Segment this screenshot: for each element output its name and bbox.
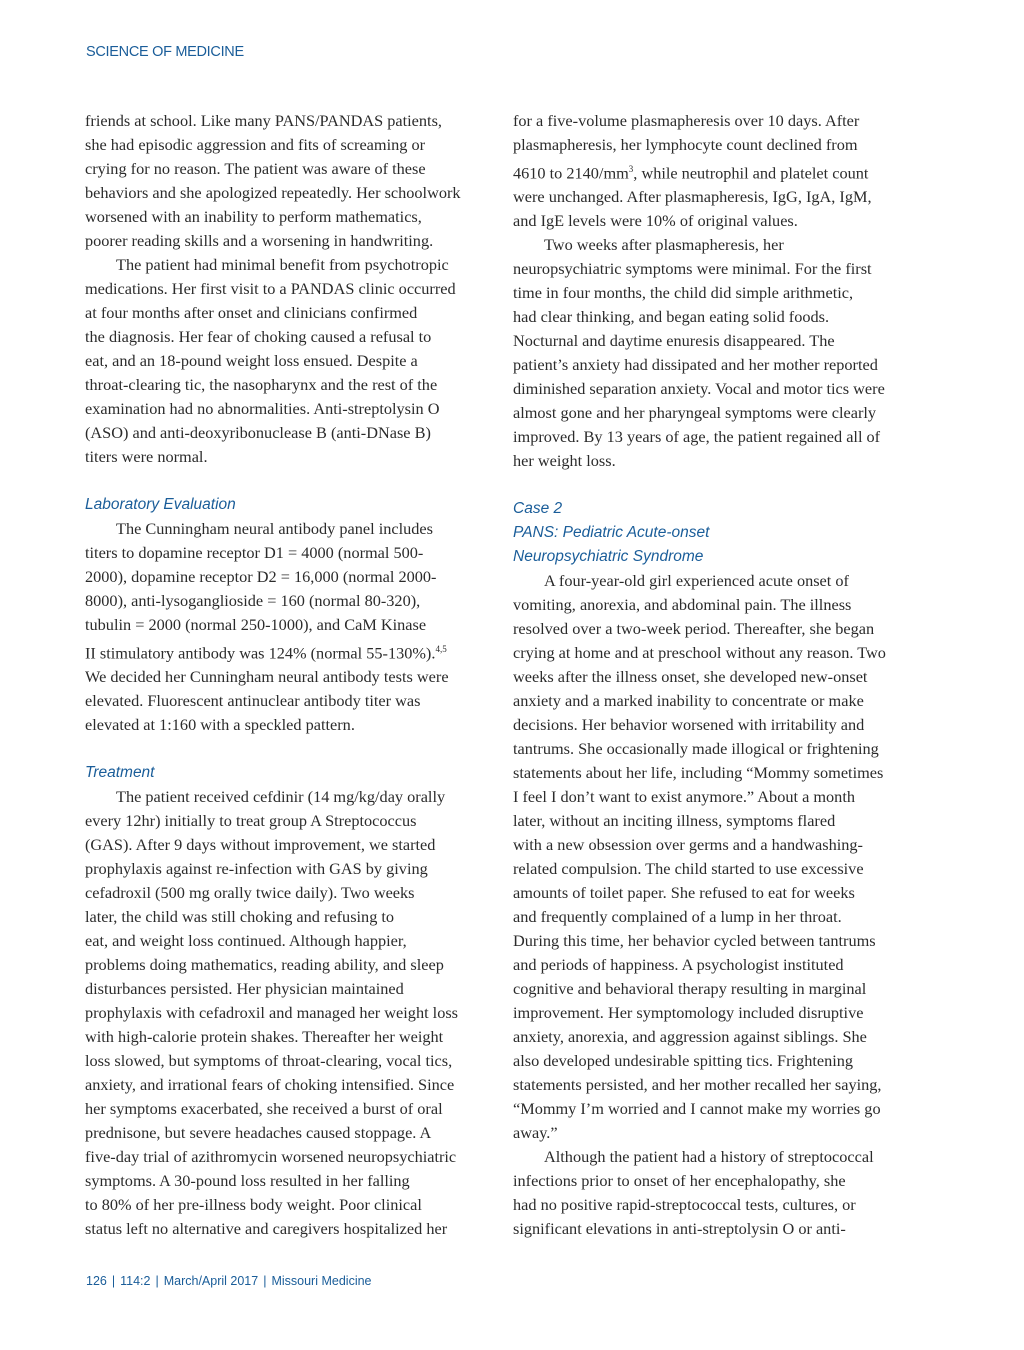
paragraph-text: The Cunningham neural antibody panel includes titers to dopamine receptor D1 = 4000 (normal 500- 2000), dopamine receptor D2 = 16,000 (normal 2000- 8000), anti-lysoganglioside = 160 (normal 80-320), tubulin = 2000 (normal 250-1000), and CaM Kinase II stimulatory antibody was 124% (normal 55-130%). <box>85 519 437 663</box>
case-heading: Case 2 <box>513 500 563 518</box>
left-column <box>85 109 497 1241</box>
volume-issue: 114:2 <box>120 1274 151 1288</box>
lab-evaluation-heading: Laboratory Evaluation <box>85 496 236 513</box>
case-subheading: PANS: Pediatric Acute-onset <box>513 524 710 542</box>
page-number: 126 <box>86 1274 107 1288</box>
paragraph: A four-year-old girl experienced acute onset of vomiting, anorexia, and abdominal pain. The illness resolved over a two-week period. Thereafter, she began crying at home and at preschool without any reason. Two weeks after the illness onset, she developed new-onset anxiety and a marked inability to concentrate or make decisions. Her behavior worsened with irritability and tantrums. She occasionally made illogical or frightening statements about her life, including “Mommy sometimes I feel I don’t want to exist anymore.” About a month later, without an inciting illness, symptoms flared with a new obsession over germs and a handwashing- related compulsion. The child started to use excessive amounts of toilet paper. She refused to eat for weeks and frequently complained of a lump in her throat. During this time, her behavior cycled between tantrums and periods of happiness. A psychologist instituted cognitive and behavioral therapy resulting in marginal improvement. Her symptomology included disruptive anxiety, anorexia, and aggression against siblings. She also developed undesirable spitting tics. Frightening statements persisted, and her mother recalled her saying, “Mommy I’m worried and I cannot make my worries go away.” <box>513 571 886 1143</box>
case-subheading: Neuropsychiatric Syndrome <box>513 548 704 566</box>
page-footer: 126 | 114:2 | March/April 2017 | Missouri Medicine <box>86 1274 372 1288</box>
paragraph: friends at school. Like many PANS/PANDAS patients, she had episodic aggression and fits of screaming or crying for no reason. The patient was aware of these behaviors and she apologized repeatedly. Her schoolwork worsened with an inability to perform mathematics, poorer reading skills and a worsening in handwriting. <box>85 111 461 250</box>
treatment-heading: Treatment <box>85 764 155 782</box>
paragraph-text: for a five-volume plasmapheresis over 10 days. After plasmapheresis, her lymphocyte count declined from 4610 to 2140/mm <box>513 111 860 183</box>
paragraph: Although the patient had a history of streptococcal infections prior to onset of her encephalopathy, she had no positive rapid-streptococcal tests, cultures, or significant elevations in anti-streptolysin O or anti- <box>513 1147 874 1239</box>
journal-name: Missouri Medicine <box>271 1274 372 1288</box>
paragraph-text: , while neutrophil and platelet count were unchanged. After plasmapheresis, IgG, IgA, IgM, and IgE levels were 10% of original values. <box>513 163 872 231</box>
section-label: SCIENCE OF MEDICINE <box>86 44 244 60</box>
paragraph: Two weeks after plasmapheresis, her neuropsychiatric symptoms were minimal. For the first time in four months, the child did simple arithmetic, had clear thinking, and began eating solid foods. Nocturnal and daytime enuresis disappeared. The patient’s anxiety had dissipated and her mother reported diminished separation anxiety. Vocal and motor tics were almost gone and her pharyngeal symptoms were clearly improved. By 13 years of age, the patient regained all of her weight loss. <box>513 235 885 471</box>
issue-date: March/April 2017 <box>163 1274 259 1288</box>
paragraph <box>85 517 497 737</box>
paragraph: The patient received cefdinir (14 mg/kg/day orally every 12hr) initially to treat group A Streptococcus (GAS). After 9 days without improvement, we started prophylaxis against re-infection with GAS by giving cefadroxil (500 mg orally twice daily). Two weeks later, the child was still choking and refusing to eat, and weight loss continued. Although happier, problems doing mathematics, reading ability, and sleep disturbances persisted. Her physician maintained prophylaxis with cefadroxil and managed her weight loss with high-calorie protein shakes. Thereafter her weight loss slowed, but symptoms of throat-clearing, vocal tics, anxiety, and irrational fears of choking intensified. Since her symptoms exacerbated, she received a burst of oral prednisone, but severe headaches caused stoppage. A five-day trial of azithromycin worsened neuropsychiatric symptoms. A 30-pound loss resulted in her falling to 80% of her pre-illness body weight. Poor clinical status left no alternative and caregivers hospitalized her <box>85 787 459 1239</box>
superscript: 3 <box>628 164 634 174</box>
right-column <box>513 109 925 1241</box>
paragraph: The patient had minimal benefit from psychotropic medications. Her first visit to a PANDAS clinic occurred at four months after onset and clinicians confirmed the diagnosis. Her fear of choking caused a refusal to eat, and an 18-pound weight loss ensued. Despite a throat-clearing tic, the nasopharynx and the rest of the examination had no abnormalities. Anti-streptolysin O (ASO) and anti-deoxyribonuclease B (anti-DNase B) titers were normal. <box>85 255 456 466</box>
reference-superscript: 4,5 <box>435 644 447 654</box>
paragraph <box>513 109 925 233</box>
paragraph-text: We decided her Cunningham neural antibody tests were elevated. Fluorescent antinuclear antibody titer was elevated at 1:160 with a speckled pattern. <box>85 667 449 735</box>
